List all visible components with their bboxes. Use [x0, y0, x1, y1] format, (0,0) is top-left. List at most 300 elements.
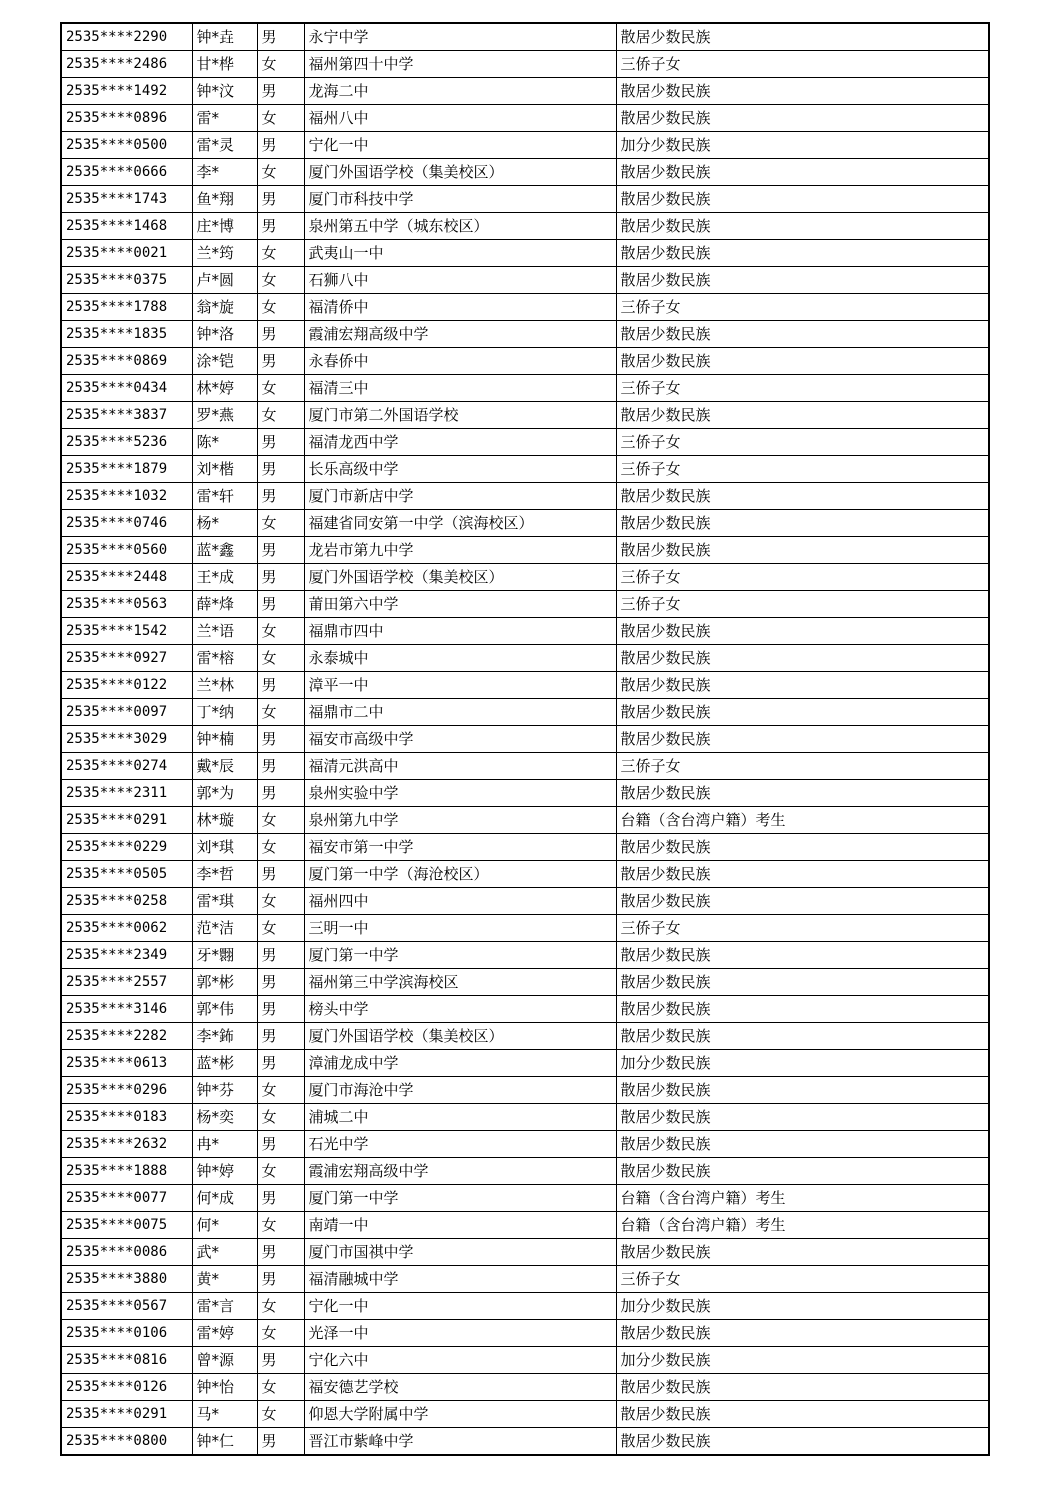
table-row	[61, 753, 989, 780]
gender-cell: 女	[257, 375, 304, 402]
gender-cell: 男	[257, 672, 304, 699]
school-cell: 长乐高级中学	[304, 456, 616, 483]
school-cell: 福州八中	[304, 105, 616, 132]
gender-cell: 男	[257, 348, 304, 375]
gender-cell: 男	[257, 591, 304, 618]
name-cell: 黄*	[192, 1266, 257, 1293]
category-cell: 散居少数民族	[616, 1077, 989, 1104]
name-cell: 陈*	[192, 429, 257, 456]
category-cell: 三侨子女	[616, 753, 989, 780]
table-row	[61, 159, 989, 186]
category-cell: 散居少数民族	[616, 672, 989, 699]
name-cell: 钟*汶	[192, 78, 257, 105]
gender-cell: 男	[257, 1428, 304, 1456]
name-cell: 兰*筠	[192, 240, 257, 267]
gender-cell: 男	[257, 456, 304, 483]
exam-number-cell: 2535****0258	[61, 888, 192, 915]
name-cell: 林*璇	[192, 807, 257, 834]
school-cell: 厦门市第二外国语学校	[304, 402, 616, 429]
exam-number-cell: 2535****1468	[61, 213, 192, 240]
exam-number-cell: 2535****2349	[61, 942, 192, 969]
category-cell: 散居少数民族	[616, 1401, 989, 1428]
name-cell: 李*哲	[192, 861, 257, 888]
exam-number-cell: 2535****2486	[61, 51, 192, 78]
category-cell: 散居少数民族	[616, 537, 989, 564]
name-cell: 兰*林	[192, 672, 257, 699]
school-cell: 厦门第一中学	[304, 942, 616, 969]
name-cell: 甘*桦	[192, 51, 257, 78]
exam-number-cell: 2535****1888	[61, 1158, 192, 1185]
table-row	[61, 186, 989, 213]
exam-number-cell: 2535****0291	[61, 807, 192, 834]
name-cell: 钟*婷	[192, 1158, 257, 1185]
category-cell: 加分少数民族	[616, 132, 989, 159]
gender-cell: 男	[257, 564, 304, 591]
gender-cell: 男	[257, 969, 304, 996]
gender-cell: 女	[257, 618, 304, 645]
category-cell: 台籍（含台湾户籍）考生	[616, 1212, 989, 1239]
name-cell: 杨*	[192, 510, 257, 537]
school-cell: 福安市第一中学	[304, 834, 616, 861]
gender-cell: 男	[257, 1347, 304, 1374]
category-cell: 散居少数民族	[616, 240, 989, 267]
table-row	[61, 1185, 989, 1212]
gender-cell: 男	[257, 1050, 304, 1077]
exam-number-cell: 2535****0505	[61, 861, 192, 888]
category-cell: 三侨子女	[616, 51, 989, 78]
gender-cell: 女	[257, 51, 304, 78]
gender-cell: 女	[257, 1212, 304, 1239]
exam-number-cell: 2535****0075	[61, 1212, 192, 1239]
table-row	[61, 645, 989, 672]
table-row	[61, 834, 989, 861]
name-cell: 钟*怡	[192, 1374, 257, 1401]
name-cell: 李*鈽	[192, 1023, 257, 1050]
gender-cell: 女	[257, 1104, 304, 1131]
table-row	[61, 1293, 989, 1320]
gender-cell: 男	[257, 1131, 304, 1158]
category-cell: 散居少数民族	[616, 618, 989, 645]
table-row	[61, 213, 989, 240]
school-cell: 福清三中	[304, 375, 616, 402]
category-cell: 散居少数民族	[616, 969, 989, 996]
category-cell: 散居少数民族	[616, 267, 989, 294]
name-cell: 李*	[192, 159, 257, 186]
category-cell: 散居少数民族	[616, 1131, 989, 1158]
name-cell: 林*婷	[192, 375, 257, 402]
table-row	[61, 402, 989, 429]
school-cell: 仰恩大学附属中学	[304, 1401, 616, 1428]
exam-number-cell: 2535****0183	[61, 1104, 192, 1131]
school-cell: 永宁中学	[304, 23, 616, 51]
school-cell: 武夷山一中	[304, 240, 616, 267]
name-cell: 丁*纳	[192, 699, 257, 726]
school-cell: 厦门市新店中学	[304, 483, 616, 510]
gender-cell: 男	[257, 1239, 304, 1266]
school-cell: 龙海二中	[304, 78, 616, 105]
exam-number-cell: 2535****0077	[61, 1185, 192, 1212]
table-row	[61, 1401, 989, 1428]
exam-number-cell: 2535****0816	[61, 1347, 192, 1374]
name-cell: 庄*博	[192, 213, 257, 240]
category-cell: 散居少数民族	[616, 321, 989, 348]
school-cell: 晋江市紫峰中学	[304, 1428, 616, 1456]
gender-cell: 男	[257, 132, 304, 159]
exam-number-cell: 2535****0746	[61, 510, 192, 537]
category-cell: 散居少数民族	[616, 834, 989, 861]
gender-cell: 男	[257, 483, 304, 510]
exam-number-cell: 2535****0434	[61, 375, 192, 402]
exam-number-cell: 2535****1788	[61, 294, 192, 321]
exam-number-cell: 2535****3837	[61, 402, 192, 429]
school-cell: 厦门第一中学	[304, 1185, 616, 1212]
gender-cell: 男	[257, 1185, 304, 1212]
table-row	[61, 1347, 989, 1374]
table-row	[61, 1320, 989, 1347]
table-row	[61, 1266, 989, 1293]
exam-number-cell: 2535****0229	[61, 834, 192, 861]
gender-cell: 男	[257, 321, 304, 348]
name-cell: 雷*	[192, 105, 257, 132]
table-row	[61, 1158, 989, 1185]
table-row	[61, 510, 989, 537]
school-cell: 永泰城中	[304, 645, 616, 672]
school-cell: 霞浦宏翔高级中学	[304, 321, 616, 348]
exam-number-cell: 2535****1542	[61, 618, 192, 645]
table-row	[61, 672, 989, 699]
table-row	[61, 456, 989, 483]
gender-cell: 女	[257, 1077, 304, 1104]
exam-number-cell: 2535****2632	[61, 1131, 192, 1158]
category-cell: 散居少数民族	[616, 942, 989, 969]
candidate-table	[60, 22, 990, 1456]
exam-number-cell: 2535****2290	[61, 23, 192, 51]
category-cell: 散居少数民族	[616, 213, 989, 240]
name-cell: 范*洁	[192, 915, 257, 942]
gender-cell: 男	[257, 23, 304, 51]
gender-cell: 女	[257, 267, 304, 294]
category-cell: 散居少数民族	[616, 78, 989, 105]
gender-cell: 女	[257, 834, 304, 861]
school-cell: 宁化一中	[304, 132, 616, 159]
category-cell: 散居少数民族	[616, 1239, 989, 1266]
school-cell: 光泽一中	[304, 1320, 616, 1347]
table-row	[61, 1428, 989, 1456]
name-cell: 薛*烽	[192, 591, 257, 618]
name-cell: 雷*婷	[192, 1320, 257, 1347]
exam-number-cell: 2535****2282	[61, 1023, 192, 1050]
gender-cell: 女	[257, 294, 304, 321]
name-cell: 雷*琪	[192, 888, 257, 915]
exam-number-cell: 2535****0800	[61, 1428, 192, 1456]
school-cell: 福清侨中	[304, 294, 616, 321]
name-cell: 戴*辰	[192, 753, 257, 780]
name-cell: 刘*楷	[192, 456, 257, 483]
name-cell: 雷*灵	[192, 132, 257, 159]
school-cell: 漳浦龙成中学	[304, 1050, 616, 1077]
school-cell: 厦门外国语学校（集美校区）	[304, 159, 616, 186]
school-cell: 福州第三中学滨海校区	[304, 969, 616, 996]
category-cell: 加分少数民族	[616, 1050, 989, 1077]
category-cell: 散居少数民族	[616, 888, 989, 915]
table-row	[61, 780, 989, 807]
school-cell: 福州四中	[304, 888, 616, 915]
exam-number-cell: 2535****0274	[61, 753, 192, 780]
school-cell: 厦门外国语学校（集美校区）	[304, 564, 616, 591]
category-cell: 散居少数民族	[616, 1023, 989, 1050]
gender-cell: 女	[257, 510, 304, 537]
exam-number-cell: 2535****0062	[61, 915, 192, 942]
school-cell: 南靖一中	[304, 1212, 616, 1239]
gender-cell: 男	[257, 537, 304, 564]
gender-cell: 女	[257, 1401, 304, 1428]
school-cell: 石光中学	[304, 1131, 616, 1158]
category-cell: 散居少数民族	[616, 348, 989, 375]
category-cell: 三侨子女	[616, 1266, 989, 1293]
table-row	[61, 861, 989, 888]
name-cell: 何*	[192, 1212, 257, 1239]
school-cell: 榜头中学	[304, 996, 616, 1023]
school-cell: 厦门外国语学校（集美校区）	[304, 1023, 616, 1050]
school-cell: 永春侨中	[304, 348, 616, 375]
school-cell: 福建省同安第一中学（滨海校区）	[304, 510, 616, 537]
category-cell: 散居少数民族	[616, 996, 989, 1023]
gender-cell: 男	[257, 996, 304, 1023]
name-cell: 郭*为	[192, 780, 257, 807]
gender-cell: 女	[257, 645, 304, 672]
school-cell: 浦城二中	[304, 1104, 616, 1131]
school-cell: 泉州第九中学	[304, 807, 616, 834]
category-cell: 三侨子女	[616, 456, 989, 483]
exam-number-cell: 2535****0375	[61, 267, 192, 294]
category-cell: 台籍（含台湾户籍）考生	[616, 1185, 989, 1212]
school-cell: 厦门市科技中学	[304, 186, 616, 213]
category-cell: 加分少数民族	[616, 1347, 989, 1374]
name-cell: 马*	[192, 1401, 257, 1428]
table-row	[61, 1131, 989, 1158]
category-cell: 散居少数民族	[616, 1320, 989, 1347]
name-cell: 卢*圆	[192, 267, 257, 294]
gender-cell: 男	[257, 1023, 304, 1050]
table-row	[61, 888, 989, 915]
school-cell: 泉州实验中学	[304, 780, 616, 807]
gender-cell: 女	[257, 1293, 304, 1320]
table-row	[61, 51, 989, 78]
gender-cell: 女	[257, 699, 304, 726]
exam-number-cell: 2535****2557	[61, 969, 192, 996]
exam-number-cell: 2535****0869	[61, 348, 192, 375]
name-cell: 蓝*鑫	[192, 537, 257, 564]
exam-number-cell: 2535****0927	[61, 645, 192, 672]
school-cell: 龙岩市第九中学	[304, 537, 616, 564]
table-row	[61, 23, 989, 51]
table-row	[61, 726, 989, 753]
school-cell: 厦门市国祺中学	[304, 1239, 616, 1266]
school-cell: 宁化六中	[304, 1347, 616, 1374]
name-cell: 钟*洛	[192, 321, 257, 348]
gender-cell: 男	[257, 1266, 304, 1293]
school-cell: 厦门市海沧中学	[304, 1077, 616, 1104]
category-cell: 散居少数民族	[616, 780, 989, 807]
category-cell: 散居少数民族	[616, 23, 989, 51]
name-cell: 涂*铠	[192, 348, 257, 375]
gender-cell: 男	[257, 753, 304, 780]
exam-number-cell: 2535****0500	[61, 132, 192, 159]
exam-number-cell: 2535****0567	[61, 1293, 192, 1320]
exam-number-cell: 2535****0291	[61, 1401, 192, 1428]
name-cell: 牙*翾	[192, 942, 257, 969]
gender-cell: 女	[257, 240, 304, 267]
school-cell: 石狮八中	[304, 267, 616, 294]
school-cell: 福鼎市四中	[304, 618, 616, 645]
table-row	[61, 1212, 989, 1239]
school-cell: 霞浦宏翔高级中学	[304, 1158, 616, 1185]
table-row	[61, 699, 989, 726]
name-cell: 何*成	[192, 1185, 257, 1212]
exam-number-cell: 2535****0086	[61, 1239, 192, 1266]
table-row	[61, 375, 989, 402]
table-row	[61, 1239, 989, 1266]
category-cell: 散居少数民族	[616, 645, 989, 672]
category-cell: 散居少数民族	[616, 1374, 989, 1401]
exam-number-cell: 2535****1032	[61, 483, 192, 510]
category-cell: 散居少数民族	[616, 1428, 989, 1456]
exam-number-cell: 2535****1835	[61, 321, 192, 348]
exam-number-cell: 2535****0097	[61, 699, 192, 726]
name-cell: 曾*源	[192, 1347, 257, 1374]
school-cell: 漳平一中	[304, 672, 616, 699]
table-row	[61, 969, 989, 996]
gender-cell: 女	[257, 807, 304, 834]
school-cell: 宁化一中	[304, 1293, 616, 1320]
table-row	[61, 915, 989, 942]
candidate-table-body	[61, 23, 989, 1455]
gender-cell: 男	[257, 726, 304, 753]
school-cell: 三明一中	[304, 915, 616, 942]
name-cell: 钟*仁	[192, 1428, 257, 1456]
exam-number-cell: 2535****1743	[61, 186, 192, 213]
category-cell: 散居少数民族	[616, 1158, 989, 1185]
table-row	[61, 429, 989, 456]
category-cell: 散居少数民族	[616, 726, 989, 753]
name-cell: 雷*轩	[192, 483, 257, 510]
exam-number-cell: 2535****2448	[61, 564, 192, 591]
category-cell: 三侨子女	[616, 915, 989, 942]
gender-cell: 女	[257, 1374, 304, 1401]
category-cell: 三侨子女	[616, 429, 989, 456]
gender-cell: 男	[257, 942, 304, 969]
exam-number-cell: 2535****0122	[61, 672, 192, 699]
school-cell: 福州第四十中学	[304, 51, 616, 78]
name-cell: 钟*楠	[192, 726, 257, 753]
exam-number-cell: 2535****0296	[61, 1077, 192, 1104]
category-cell: 三侨子女	[616, 375, 989, 402]
name-cell: 兰*语	[192, 618, 257, 645]
exam-number-cell: 2535****0106	[61, 1320, 192, 1347]
category-cell: 台籍（含台湾户籍）考生	[616, 807, 989, 834]
name-cell: 鱼*翔	[192, 186, 257, 213]
gender-cell: 女	[257, 1158, 304, 1185]
category-cell: 三侨子女	[616, 294, 989, 321]
table-row	[61, 591, 989, 618]
category-cell: 散居少数民族	[616, 105, 989, 132]
exam-number-cell: 2535****0560	[61, 537, 192, 564]
gender-cell: 女	[257, 105, 304, 132]
exam-number-cell: 2535****1492	[61, 78, 192, 105]
table-row	[61, 1077, 989, 1104]
name-cell: 杨*奕	[192, 1104, 257, 1131]
table-row	[61, 132, 989, 159]
school-cell: 福安德艺学校	[304, 1374, 616, 1401]
table-row	[61, 618, 989, 645]
exam-number-cell: 2535****0126	[61, 1374, 192, 1401]
gender-cell: 男	[257, 861, 304, 888]
school-cell: 福安市高级中学	[304, 726, 616, 753]
table-row	[61, 348, 989, 375]
category-cell: 加分少数民族	[616, 1293, 989, 1320]
table-row	[61, 807, 989, 834]
category-cell: 散居少数民族	[616, 402, 989, 429]
name-cell: 钟*芬	[192, 1077, 257, 1104]
table-row	[61, 1050, 989, 1077]
school-cell: 福清元洪高中	[304, 753, 616, 780]
table-row	[61, 942, 989, 969]
category-cell: 散居少数民族	[616, 861, 989, 888]
name-cell: 罗*燕	[192, 402, 257, 429]
table-row	[61, 1023, 989, 1050]
table-row	[61, 1104, 989, 1131]
school-cell: 厦门第一中学（海沧校区）	[304, 861, 616, 888]
gender-cell: 男	[257, 780, 304, 807]
exam-number-cell: 2535****0613	[61, 1050, 192, 1077]
exam-number-cell: 2535****0896	[61, 105, 192, 132]
table-row	[61, 1374, 989, 1401]
name-cell: 王*成	[192, 564, 257, 591]
table-row	[61, 483, 989, 510]
name-cell: 郭*伟	[192, 996, 257, 1023]
gender-cell: 男	[257, 186, 304, 213]
category-cell: 散居少数民族	[616, 510, 989, 537]
exam-number-cell: 2535****5236	[61, 429, 192, 456]
exam-number-cell: 2535****0021	[61, 240, 192, 267]
table-row	[61, 267, 989, 294]
name-cell: 雷*言	[192, 1293, 257, 1320]
category-cell: 散居少数民族	[616, 159, 989, 186]
table-row	[61, 996, 989, 1023]
school-cell: 福鼎市二中	[304, 699, 616, 726]
school-cell: 泉州第五中学（城东校区）	[304, 213, 616, 240]
table-row	[61, 321, 989, 348]
category-cell: 散居少数民族	[616, 186, 989, 213]
gender-cell: 女	[257, 888, 304, 915]
name-cell: 刘*琪	[192, 834, 257, 861]
table-row	[61, 294, 989, 321]
gender-cell: 女	[257, 915, 304, 942]
gender-cell: 男	[257, 429, 304, 456]
gender-cell: 男	[257, 213, 304, 240]
school-cell: 福清融城中学	[304, 1266, 616, 1293]
name-cell: 冉*	[192, 1131, 257, 1158]
exam-number-cell: 2535****3880	[61, 1266, 192, 1293]
name-cell: 郭*彬	[192, 969, 257, 996]
category-cell: 散居少数民族	[616, 483, 989, 510]
name-cell: 蓝*彬	[192, 1050, 257, 1077]
table-row	[61, 78, 989, 105]
name-cell: 武*	[192, 1239, 257, 1266]
name-cell: 钟*垚	[192, 23, 257, 51]
exam-number-cell: 2535****0563	[61, 591, 192, 618]
gender-cell: 女	[257, 159, 304, 186]
